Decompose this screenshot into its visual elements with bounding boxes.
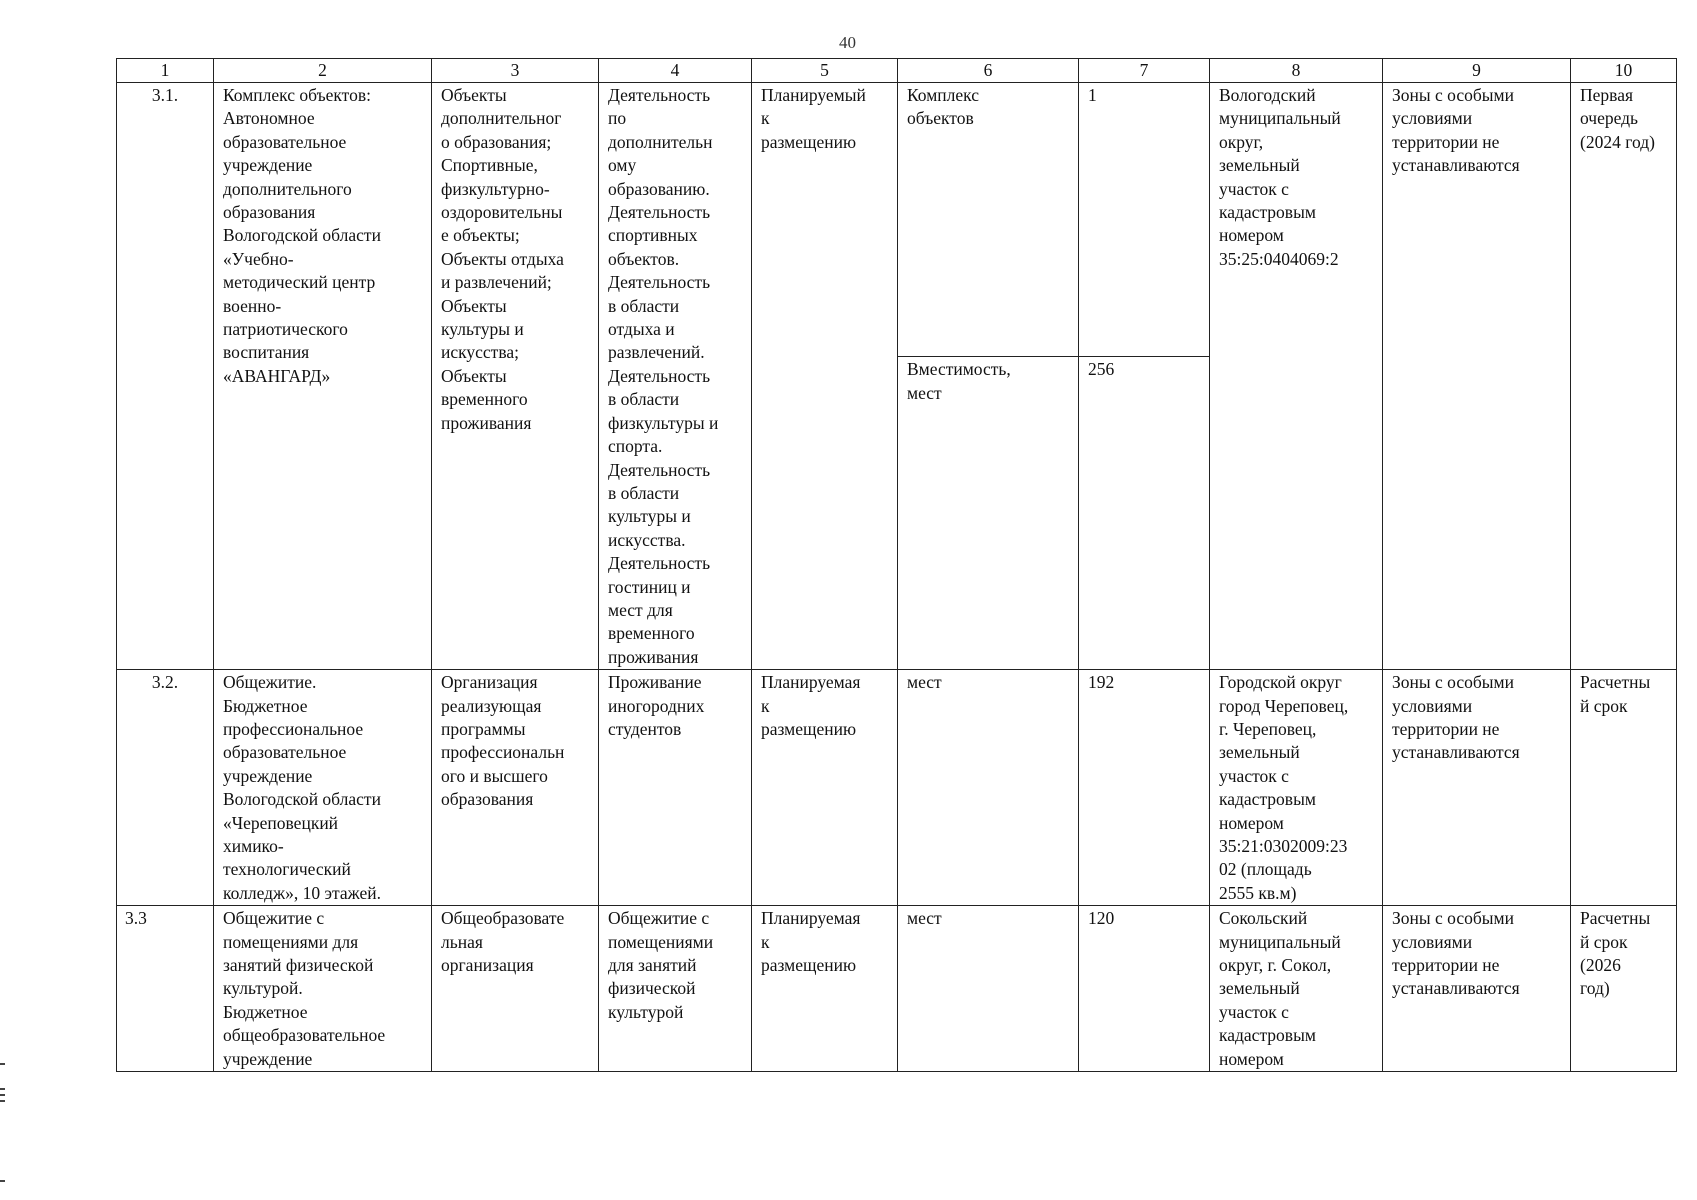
column-number: 8 bbox=[1210, 59, 1383, 83]
object-purpose: Общеобразовате льная организация bbox=[432, 906, 599, 1072]
column-number: 4 bbox=[599, 59, 752, 83]
object-activity: Общежитие с помещениями для занятий физической культурой bbox=[599, 906, 752, 1072]
column-number: 9 bbox=[1383, 59, 1571, 83]
characteristic-value: 120 bbox=[1079, 906, 1210, 1072]
object-purpose: Объекты дополнительног о образования; Спортивные, физкультурно- оздоровительны е объекты; Объекты отдыха и развлечений; Объекты культуры и искусства; Объекты временного проживания bbox=[432, 83, 599, 670]
column-number: 2 bbox=[214, 59, 432, 83]
margin-tick bbox=[0, 1063, 5, 1065]
column-number: 6 bbox=[898, 59, 1079, 83]
object-status: Планируемая к размещению bbox=[752, 670, 898, 906]
characteristic-label: мест bbox=[898, 906, 1079, 1072]
object-term: Расчетны й срок bbox=[1571, 670, 1677, 906]
column-number: 10 bbox=[1571, 59, 1677, 83]
object-zones: Зоны с особыми условиями территории не устанавливаются bbox=[1383, 83, 1571, 670]
table-row bbox=[117, 670, 1677, 906]
column-number-row bbox=[117, 59, 1677, 83]
row-number: 3.3 bbox=[117, 906, 214, 1072]
object-location: Городской округ город Череповец, г. Череповец, земельный участок с кадастровым номером 35:21:0302009:23 02 (площадь 2555 кв.м) bbox=[1210, 670, 1383, 906]
margin-tick bbox=[0, 1180, 5, 1182]
characteristic-label: Вместимость, мест bbox=[898, 357, 1079, 670]
object-activity: Деятельность по дополнительн ому образованию. Деятельность спортивных объектов. Деятельность в области отдыха и развлечений. Деятельность в области физкультуры и спорта. Деятельность в области культуры и искусства. Деятельность гостиниц и мест для временного проживания bbox=[599, 83, 752, 670]
object-status: Планируемый к размещению bbox=[752, 83, 898, 670]
table-row bbox=[117, 83, 1677, 357]
characteristic-label: мест bbox=[898, 670, 1079, 906]
column-number: 5 bbox=[752, 59, 898, 83]
characteristic-value: 1 bbox=[1079, 83, 1210, 357]
margin-tick bbox=[0, 1094, 5, 1096]
object-activity: Проживание иногородних студентов bbox=[599, 670, 752, 906]
object-zones: Зоны с особыми условиями территории не устанавливаются bbox=[1383, 670, 1571, 906]
object-name: Общежитие. Бюджетное профессиональное образовательное учреждение Вологодской области «Череповецкий химико- технологический колледж», 10 этажей. bbox=[214, 670, 432, 906]
row-number: 3.1. bbox=[117, 83, 214, 670]
characteristic-label: Комплекс объектов bbox=[898, 83, 1079, 357]
margin-tick bbox=[0, 1088, 5, 1090]
row-number: 3.2. bbox=[117, 670, 214, 906]
object-name: Общежитие с помещениями для занятий физической культурой. Бюджетное общеобразовательное учреждение bbox=[214, 906, 432, 1072]
column-number: 7 bbox=[1079, 59, 1210, 83]
object-location: Сокольский муниципальный округ, г. Сокол, земельный участок с кадастровым номером bbox=[1210, 906, 1383, 1072]
column-number: 3 bbox=[432, 59, 599, 83]
characteristic-value: 256 bbox=[1079, 357, 1210, 670]
characteristic-value: 192 bbox=[1079, 670, 1210, 906]
table-row bbox=[117, 906, 1677, 1072]
object-term: Первая очередь (2024 год) bbox=[1571, 83, 1677, 670]
object-location: Вологодский муниципальный округ, земельный участок с кадастровым номером 35:25:0404069:2 bbox=[1210, 83, 1383, 670]
page-number: 40 bbox=[839, 33, 856, 52]
column-number: 1 bbox=[117, 59, 214, 83]
objects-table bbox=[116, 58, 1677, 1072]
margin-tick bbox=[0, 1100, 5, 1102]
object-term: Расчетны й срок (2026 год) bbox=[1571, 906, 1677, 1072]
object-status: Планируемая к размещению bbox=[752, 906, 898, 1072]
object-zones: Зоны с особыми условиями территории не устанавливаются bbox=[1383, 906, 1571, 1072]
object-name: Комплекс объектов: Автономное образовательное учреждение дополнительного образования Вологодской области «Учебно- методический центр военно- патриотического воспитания «АВАНГАРД» bbox=[214, 83, 432, 670]
object-purpose: Организация реализующая программы профессиональн ого и высшего образования bbox=[432, 670, 599, 906]
